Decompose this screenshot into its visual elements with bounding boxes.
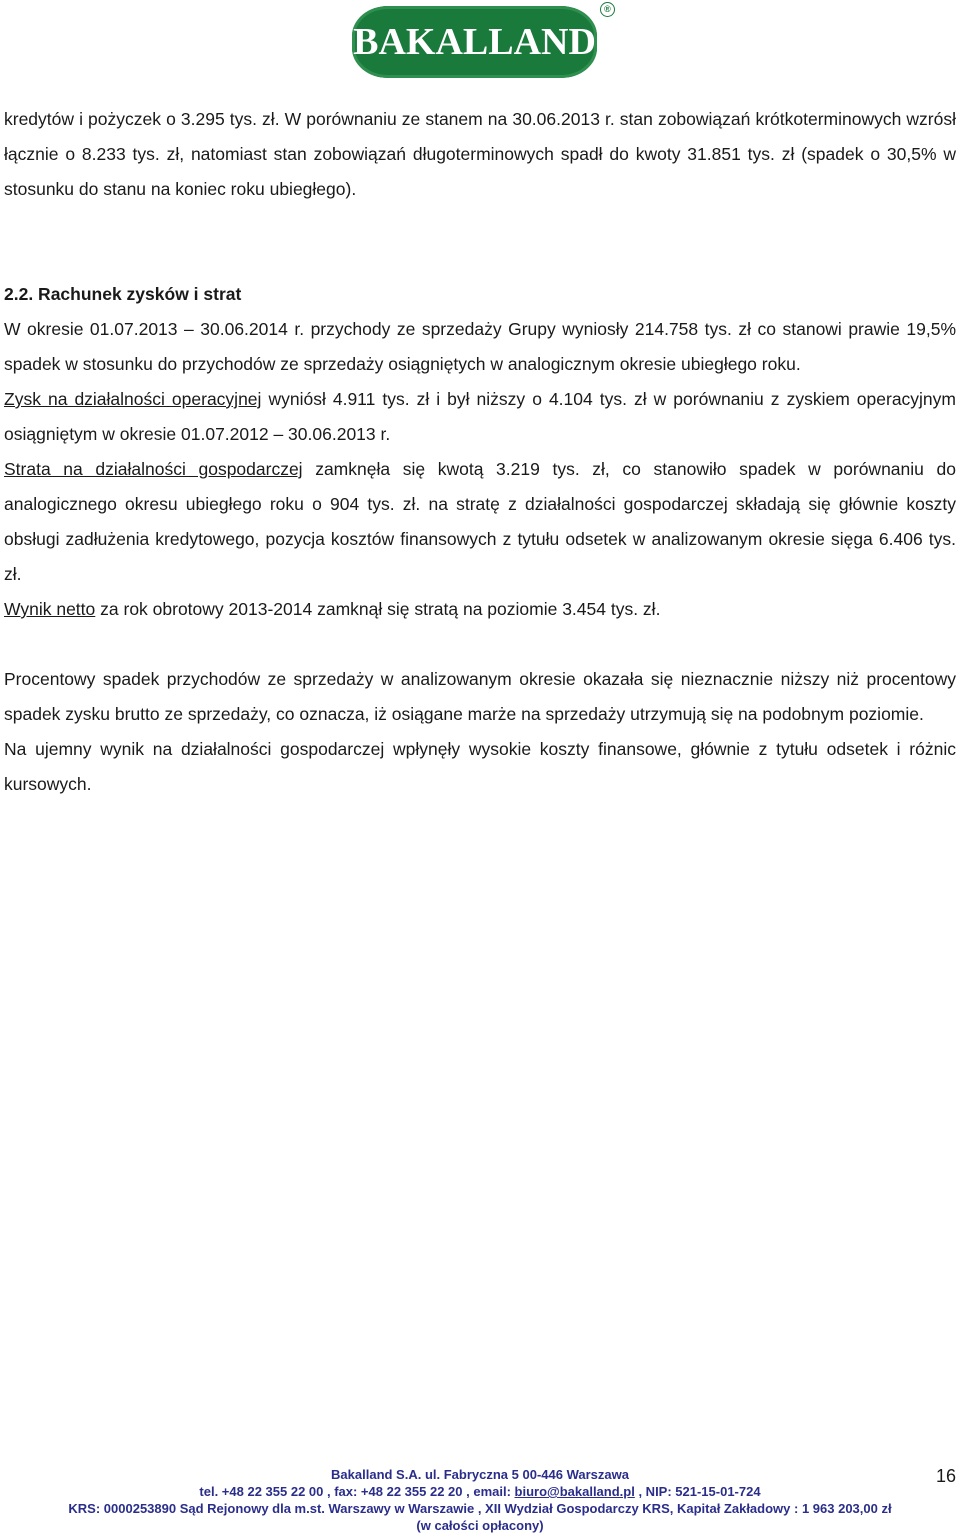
page-number: 16 <box>935 1466 956 1486</box>
logo-badge <box>352 6 597 78</box>
paragraph-liabilities: kredytów i pożyczek o 3.295 tys. zł. W porównaniu ze stanem na 30.06.2013 r. stan zobowiązań krótkoterminowych wzrósł łącznie o 8.233 tys. zł, natomiast stan zobowiązań długoterminowych spadł do kwoty 31.851 tys. zł (spadek o 30,5% w stosunku do stanu na koniec roku ubiegłego). <box>4 109 956 199</box>
footer-contact-prefix: tel. +48 22 355 22 00 , fax: +48 22 355 22 20 , email: <box>199 1484 515 1499</box>
page-footer <box>0 1466 960 1534</box>
footer-contact-suffix: , NIP: 521-15-01-724 <box>634 1484 761 1499</box>
footer-registry: KRS: 0000253890 Sąd Rejonowy dla m.st. Warszawy w Warszawie , XII Wydział Gospodarczy KRS, Kapitał Zakładowy : 1 963 203,00 zł <box>68 1501 892 1516</box>
footer-address: Bakalland S.A. ul. Fabryczna 5 00-446 Warszawa <box>331 1467 629 1482</box>
paragraph-operating-profit <box>4 382 956 452</box>
footer-email-link[interactable]: biuro@bakalland.pl <box>514 1484 635 1499</box>
logo-text: BAKALLAND <box>353 21 596 63</box>
operating-profit-term: Zysk na działalności operacyjnej <box>4 389 262 409</box>
net-result-term: Wynik netto <box>4 599 96 619</box>
document-body <box>4 102 956 802</box>
paragraph-net-result <box>4 592 956 627</box>
operating-profit-text: wyniósł 4.911 tys. zł i był niższy o 4.104 tys. zł w porównaniu z zyskiem operacyjnym osiągniętym w okresie 01.07.2012 – 30.06.2013 r. <box>4 389 956 444</box>
business-loss-term: Strata na działalności gospodarczej <box>4 459 303 479</box>
net-result-text: za rok obrotowy 2013-2014 zamknął się stratą na poziomie 3.454 tys. zł. <box>95 599 661 619</box>
paragraph-margin: Procentowy spadek przychodów ze sprzedaży w analizowanym okresie okazała się nieznacznie niższy niż procentowy spadek zysku brutto ze sprzedaży, co oznacza, iż osiągane marże na sprzedaży utrzymują się na podobnym poziomie. <box>4 669 956 724</box>
paragraph-revenue: W okresie 01.07.2013 – 30.06.2014 r. przychody ze sprzedaży Grupy wyniosły 214.758 tys. zł co stanowi prawie 19,5% spadek w stosunku do przychodów ze sprzedaży osiągniętych w analogicznym okresie ubiegłego roku. <box>4 319 956 374</box>
footer-contact <box>0 1483 960 1500</box>
footer-capital-note: (w całości opłacony) <box>416 1518 544 1533</box>
paragraph-financial-costs: Na ujemny wynik na działalności gospodarczej wpłynęły wysokie koszty finansowe, głównie z tytułu odsetek i różnic kursowych. <box>4 739 956 794</box>
section-title: 2.2. Rachunek zysków i strat <box>4 284 242 304</box>
business-loss-text: zamknęła się kwotą 3.219 tys. zł, co stanowiło spadek w porównaniu do analogicznego okresu ubiegłego roku o 904 tys. zł. na stratę z działalności gospodarczej składają się głównie koszty obsługi zadłużenia kredytowego, pozycja kosztów finansowych z tytułu odsetek w analizowanym okresie sięga 6.406 tys. zł. <box>4 459 956 584</box>
paragraph-business-loss <box>4 452 956 592</box>
registered-mark-icon: ® <box>600 2 615 17</box>
company-logo <box>352 2 614 80</box>
